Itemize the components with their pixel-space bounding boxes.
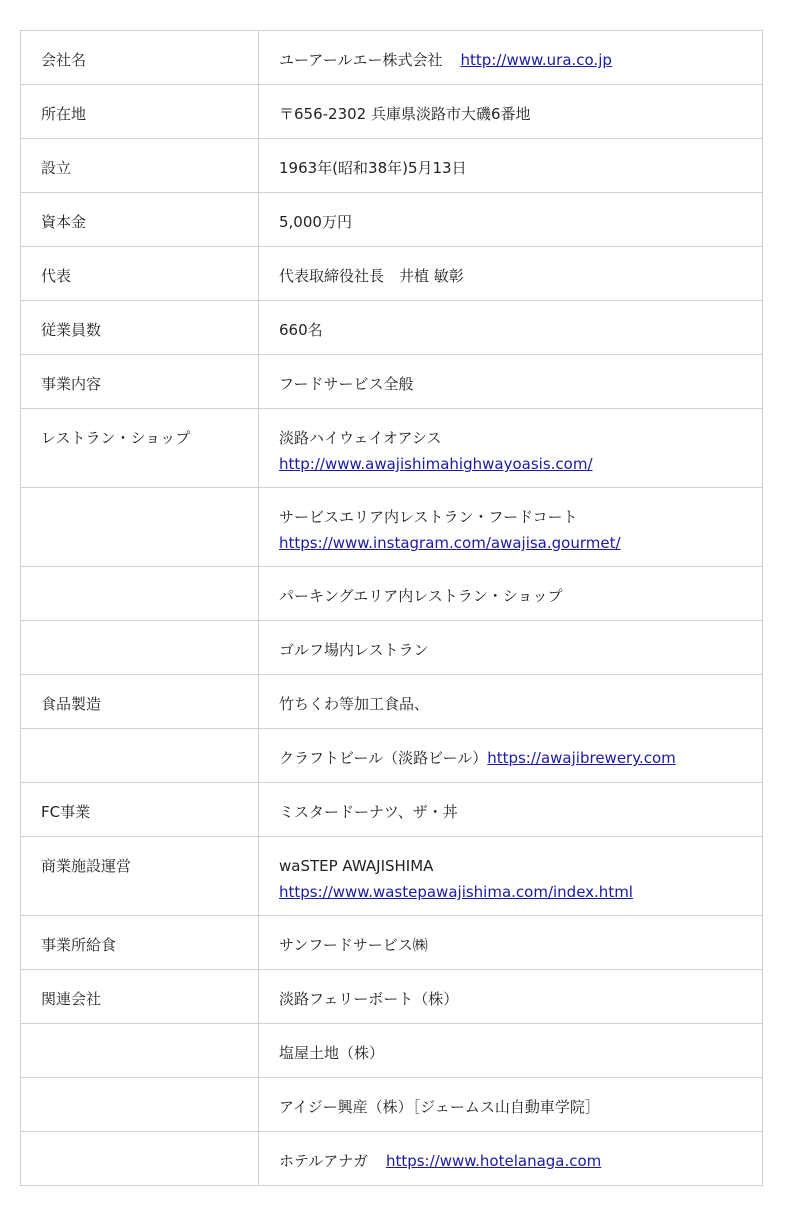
- table-row: [21, 139, 763, 193]
- row-value: 660名: [259, 301, 763, 355]
- row-label: [21, 1024, 259, 1078]
- hotel-anaga-link[interactable]: https://www.hotelanaga.com: [385, 1152, 602, 1170]
- row-label: [21, 1132, 259, 1186]
- table-row: [21, 1078, 763, 1132]
- company-website-link[interactable]: http://www.ura.co.jp: [460, 51, 612, 69]
- row-value: [259, 837, 763, 916]
- table-row: [21, 301, 763, 355]
- table-row: [21, 675, 763, 729]
- company-name: ユーアールエー株式会社: [279, 51, 443, 69]
- brewery-link[interactable]: https://awajibrewery.com: [487, 749, 676, 767]
- row-label: 代表: [21, 247, 259, 301]
- table-row: [21, 85, 763, 139]
- row-label: 資本金: [21, 193, 259, 247]
- row-value: 代表取締役社長 井植 敏彰: [259, 247, 763, 301]
- row-label: 従業員数: [21, 301, 259, 355]
- row-value: 〒656-2302 兵庫県淡路市大磯6番地: [259, 85, 763, 139]
- highway-oasis-link[interactable]: http://www.awajishimahighwayoasis.com/: [279, 455, 593, 473]
- table-row: [21, 355, 763, 409]
- table-row: [21, 409, 763, 488]
- company-profile: [20, 30, 762, 1186]
- row-value-text: ホテルアナガ: [279, 1152, 368, 1170]
- row-label: 設立: [21, 139, 259, 193]
- row-value: 塩屋土地（株）: [259, 1024, 763, 1078]
- table-row: [21, 31, 763, 85]
- row-value-text: サービスエリア内レストラン・フードコート: [279, 508, 578, 526]
- row-value: [259, 1132, 763, 1186]
- table-row: [21, 837, 763, 916]
- row-value-text: waSTEP AWAJISHIMA: [279, 857, 434, 875]
- row-label: 食品製造: [21, 675, 259, 729]
- table-row: [21, 193, 763, 247]
- row-value: パーキングエリア内レストラン・ショップ: [259, 567, 763, 621]
- table-row: [21, 729, 763, 783]
- row-value: アイジー興産（株）［ジェームス山自動車学院］: [259, 1078, 763, 1132]
- table-row: [21, 567, 763, 621]
- row-label: 商業施設運営: [21, 837, 259, 916]
- row-label: レストラン・ショップ: [21, 409, 259, 488]
- row-value: 5,000万円: [259, 193, 763, 247]
- row-label: [21, 488, 259, 567]
- row-label: 事業内容: [21, 355, 259, 409]
- row-label: 会社名: [21, 31, 259, 85]
- row-value: 竹ちくわ等加工食品、: [259, 675, 763, 729]
- row-label: [21, 1078, 259, 1132]
- table-row: [21, 1132, 763, 1186]
- table-row: [21, 783, 763, 837]
- row-value: ゴルフ場内レストラン: [259, 621, 763, 675]
- row-label: [21, 567, 259, 621]
- row-value: 1963年(昭和38年)5月13日: [259, 139, 763, 193]
- row-value: フードサービス全般: [259, 355, 763, 409]
- table-row: [21, 488, 763, 567]
- row-label: 事業所給食: [21, 916, 259, 970]
- table-row: [21, 621, 763, 675]
- row-value: 淡路フェリーボート（株）: [259, 970, 763, 1024]
- table-row: [21, 247, 763, 301]
- table-row: [21, 1024, 763, 1078]
- row-value: [259, 409, 763, 488]
- row-value: [259, 488, 763, 567]
- row-label: [21, 621, 259, 675]
- row-value-text: 淡路ハイウェイオアシス: [279, 429, 442, 447]
- wastep-link[interactable]: https://www.wastepawajishima.com/index.html: [279, 883, 633, 901]
- table-row: [21, 916, 763, 970]
- table-row: [21, 970, 763, 1024]
- row-value: ミスタードーナツ、ザ・丼: [259, 783, 763, 837]
- row-value: [259, 31, 763, 85]
- row-value: [259, 729, 763, 783]
- row-value-text: クラフトビール（淡路ビール）: [279, 749, 488, 767]
- instagram-link[interactable]: https://www.instagram.com/awajisa.gourmet/: [279, 534, 621, 552]
- row-label: [21, 729, 259, 783]
- row-label: 関連会社: [21, 970, 259, 1024]
- row-label: 所在地: [21, 85, 259, 139]
- row-value: サンフードサービス㈱: [259, 916, 763, 970]
- company-info-table: [20, 30, 763, 1186]
- row-label: FC事業: [21, 783, 259, 837]
